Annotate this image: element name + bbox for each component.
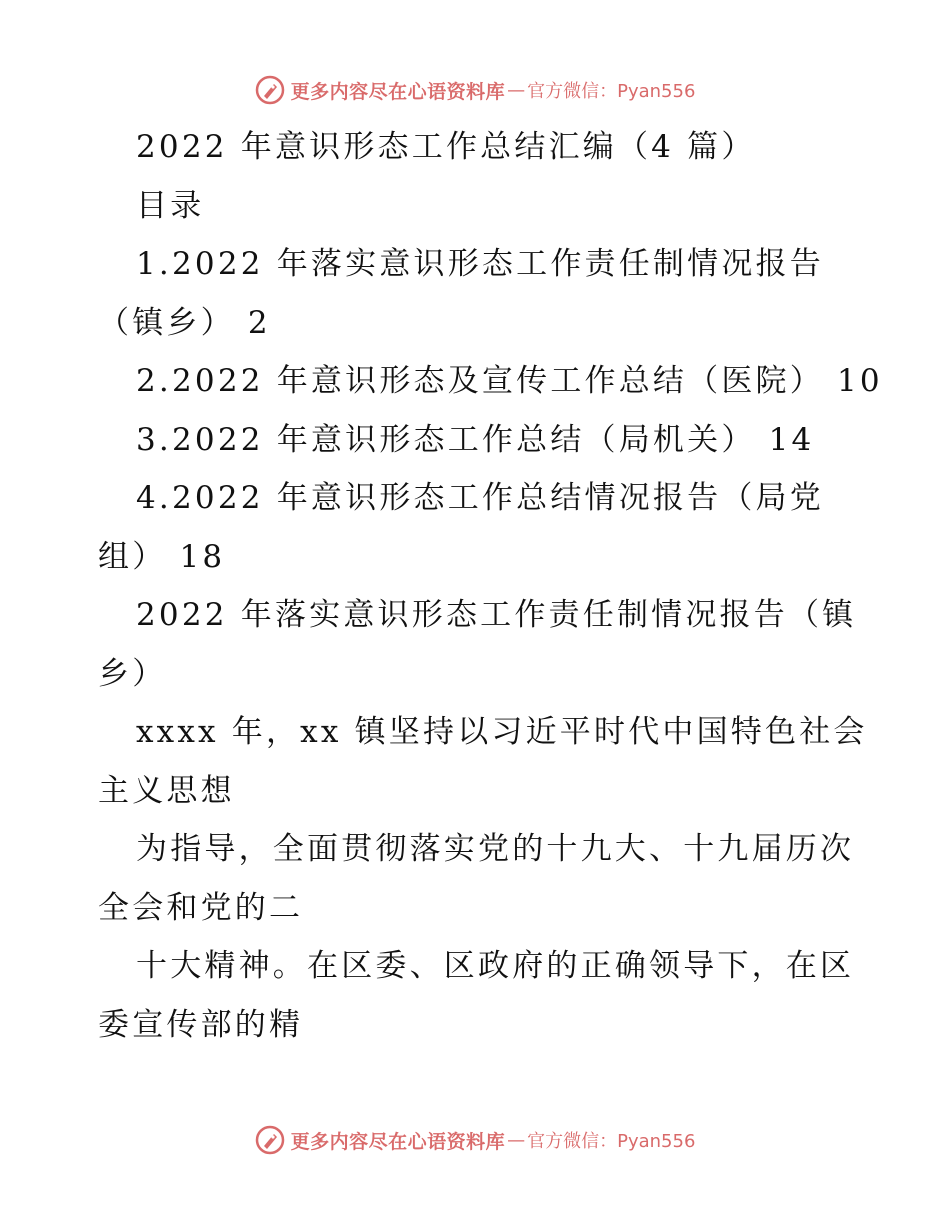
toc-item-4-continued: 组） 18 (98, 538, 226, 575)
body-paragraph-2-continued: 全会和党的二 (98, 889, 304, 926)
header-watermark-banner (0, 70, 950, 110)
banner-wechat: 官方微信：Pyan556 (527, 1131, 696, 1152)
toc-item-1-continued: （镇乡） 2 (98, 304, 271, 341)
banner-text: 更多内容尽在心语资料库 (290, 1130, 506, 1153)
banner-wechat: 官方微信：Pyan556 (527, 81, 696, 102)
banner-separator: — (507, 1129, 526, 1151)
body-paragraph-3-continued: 委宣传部的精 (98, 1006, 304, 1043)
body-paragraph-1: xxxx 年，xx 镇坚持以习近平时代中国特色社会 (136, 714, 868, 750)
toc-heading: 目录 (136, 187, 205, 224)
footer-watermark-banner (0, 1120, 950, 1160)
document-title: 2022 年意识形态工作总结汇编（4 篇） (136, 129, 756, 165)
toc-item-3: 3.2022 年意识形态工作总结（局机关） 14 (136, 421, 815, 458)
toc-item-1: 1.2022 年落实意识形态工作责任制情况报告 (136, 246, 824, 282)
document-body (98, 118, 883, 1054)
section-title: 2022 年落实意识形态工作责任制情况报告（镇 (136, 597, 857, 633)
pen-nib-icon (255, 75, 285, 105)
body-paragraph-3: 十大精神。在区委、区政府的正确领导下，在区 (136, 948, 855, 984)
body-paragraph-2: 为指导，全面贯彻落实党的十九大、十九届历次 (136, 831, 855, 867)
toc-item-2: 2.2022 年意识形态及宣传工作总结（医院） 10 (136, 363, 883, 399)
pen-nib-icon (255, 1125, 285, 1155)
section-title-continued: 乡） (98, 655, 167, 692)
body-paragraph-1-continued: 主义思想 (98, 772, 235, 809)
toc-item-4: 4.2022 年意识形态工作总结情况报告（局党 (136, 480, 824, 516)
banner-text: 更多内容尽在心语资料库 (290, 80, 506, 103)
banner-separator: — (507, 79, 526, 101)
